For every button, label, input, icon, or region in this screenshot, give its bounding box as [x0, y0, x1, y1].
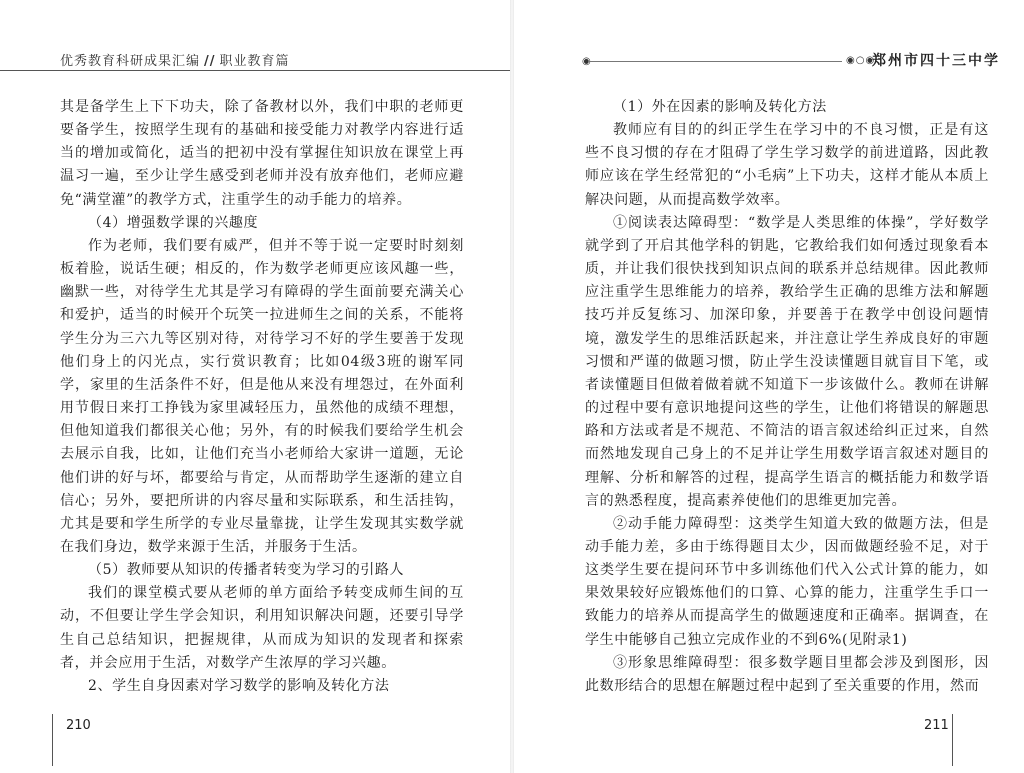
left-header-rule	[0, 70, 512, 71]
left-body-text	[60, 96, 464, 698]
school-name: 郑州市四十三中学	[872, 53, 1000, 69]
paragraph: 作为老师，我们要有威严，但并不等于说一定要时时刻刻板着脸，说话生硬；相反的，作为数学老师更应该风趣一些，幽默一些，对待学生尤其是学习有障碍的学生面前要充满关心和爱护，适当的时候开个玩笑一拉进师生之间的关系，不能将学生分为三六九等区别对待，对待学习不好的学生要善于发现他们身上的闪光点，实行赏识教育；比如04级3班的谢军同学，家里的生活条件不好，但是他从来没有埋怨过，在外面利用节假日来打工挣钱为家里减轻压力，虽然他的成绩不理想，但他知道我们都很关心他；另外，有的时候我们要给学生机会去展示自我，比如，让他们充当小老师给大家讲一道题，无论他们讲的好与坏，都要给与肯定，从而帮助学生逐渐的建立自信心；另外，要把所讲的内容尽量和实际联系，和生活挂钩，尤其是要和学生所学的专业尽量靠拢，让学生发现其实数学就在我们身边，数学来源于生活，并服务于生活。	[60, 237, 464, 555]
page-number: 211	[924, 718, 949, 733]
paragraph: 教师应有目的的纠正学生在学习中的不良习惯，正是有这些不良习惯的存在才阻碍了学生学习数学的前进道路，因此教师应该在学生经常犯的“小毛病”上下功夫，这样才能从本质上解决问题，从而提高数学效率。	[585, 122, 989, 208]
right-footer-rule	[952, 714, 953, 766]
page-number: 210	[66, 718, 91, 733]
paragraph: ②动手能力障碍型：这类学生知道大致的做题方法，但是动手能力差，多由于练得题目太少，因而做题经验不足，对于这类学生要在提问环节中多训练他们代入公式计算的能力，如果效果较好应锻炼他们的口算、心算的能力，注重学生手口一致能力的培养从而提高学生的做题速度和正确率。据调查，在学生中能够自己独立完成作业的不到6%(见附录1)	[585, 515, 989, 648]
paragraph: ①阅读表达障碍型：“数学是人类思维的体操”，学好数学就学到了开启其他学科的钥匙，它教给我们如何透过现象看本质，并让我们很快找到知识点间的联系并总结规律。因此教师应注重学生思维能力的培养，教给学生正确的思维方法和解题技巧并反复练习、加深印象，并要善于在教学中创设问题情境，激发学生的思维活跃起来，并注意让学生养成良好的审题习惯和严谨的做题习惯，防止学生没读懂题目就盲目下笔，或者读懂题目但做着做着就不知道下一步该做什么。教师在讲解的过程中要有意识地提问这些的学生，让他们将错误的解题思路和方法或者是不规范、不简洁的语言叙述给纠正过来，自然而然地发现自己身上的不足并让学生用数学语言叙述对题目的理解、分析和解答的过程，提高学生语言的概括能力和数学语言的熟悉程度，提高素养使他们的思维更加完善。	[585, 214, 989, 509]
left-running-header	[60, 50, 290, 69]
header-ornament-icon: ◉○◉	[846, 55, 876, 66]
subheading: （5）教师要从知识的传播者转变为学习的引路人	[88, 562, 405, 579]
paragraph: 我们的课堂模式要从老师的单方面给予转变成师生间的互动，不但要让学生学会知识，利用知识解决问题，还要引导学生自己总结知识，把握规律，从而成为知识的发现者和探索者，并会应用于生活，对数学产生浓厚的学习兴趣。	[60, 585, 464, 671]
paragraph: ③形象思维障碍型：很多数学题目里都会涉及到图形，因此数形结合的思想在解题过程中起到了至关重要的作用，然而	[585, 654, 989, 694]
paragraph: 其是备学生上下下功夫，除了备教材以外，我们中职的老师更要备学生，按照学生现有的基础和接受能力对教学内容进行适当的增加或简化，适当的把初中没有掌握住知识放在课堂上再温习一遍，至少让学生感受到老师并没有放弃他们，老师应避免“满堂灌”的教学方式，注重学生的动手能力的培养。	[60, 99, 464, 208]
subheading: （4）增强数学课的兴趣度	[88, 214, 259, 231]
left-footer-rule	[52, 714, 53, 766]
subheading: （1）外在因素的影响及转化方法	[613, 99, 827, 115]
section-title: 职业教育篇	[219, 54, 290, 69]
right-page	[512, 0, 1024, 773]
right-header-rule	[588, 61, 842, 62]
book-title: 优秀教育科研成果汇编	[60, 54, 201, 69]
right-body-text	[585, 96, 989, 698]
section-heading: 2、学生自身因素对学习数学的影响及转化方法	[88, 677, 390, 694]
header-bullet-icon: ◉	[582, 56, 591, 67]
header-separator: //	[204, 54, 216, 69]
